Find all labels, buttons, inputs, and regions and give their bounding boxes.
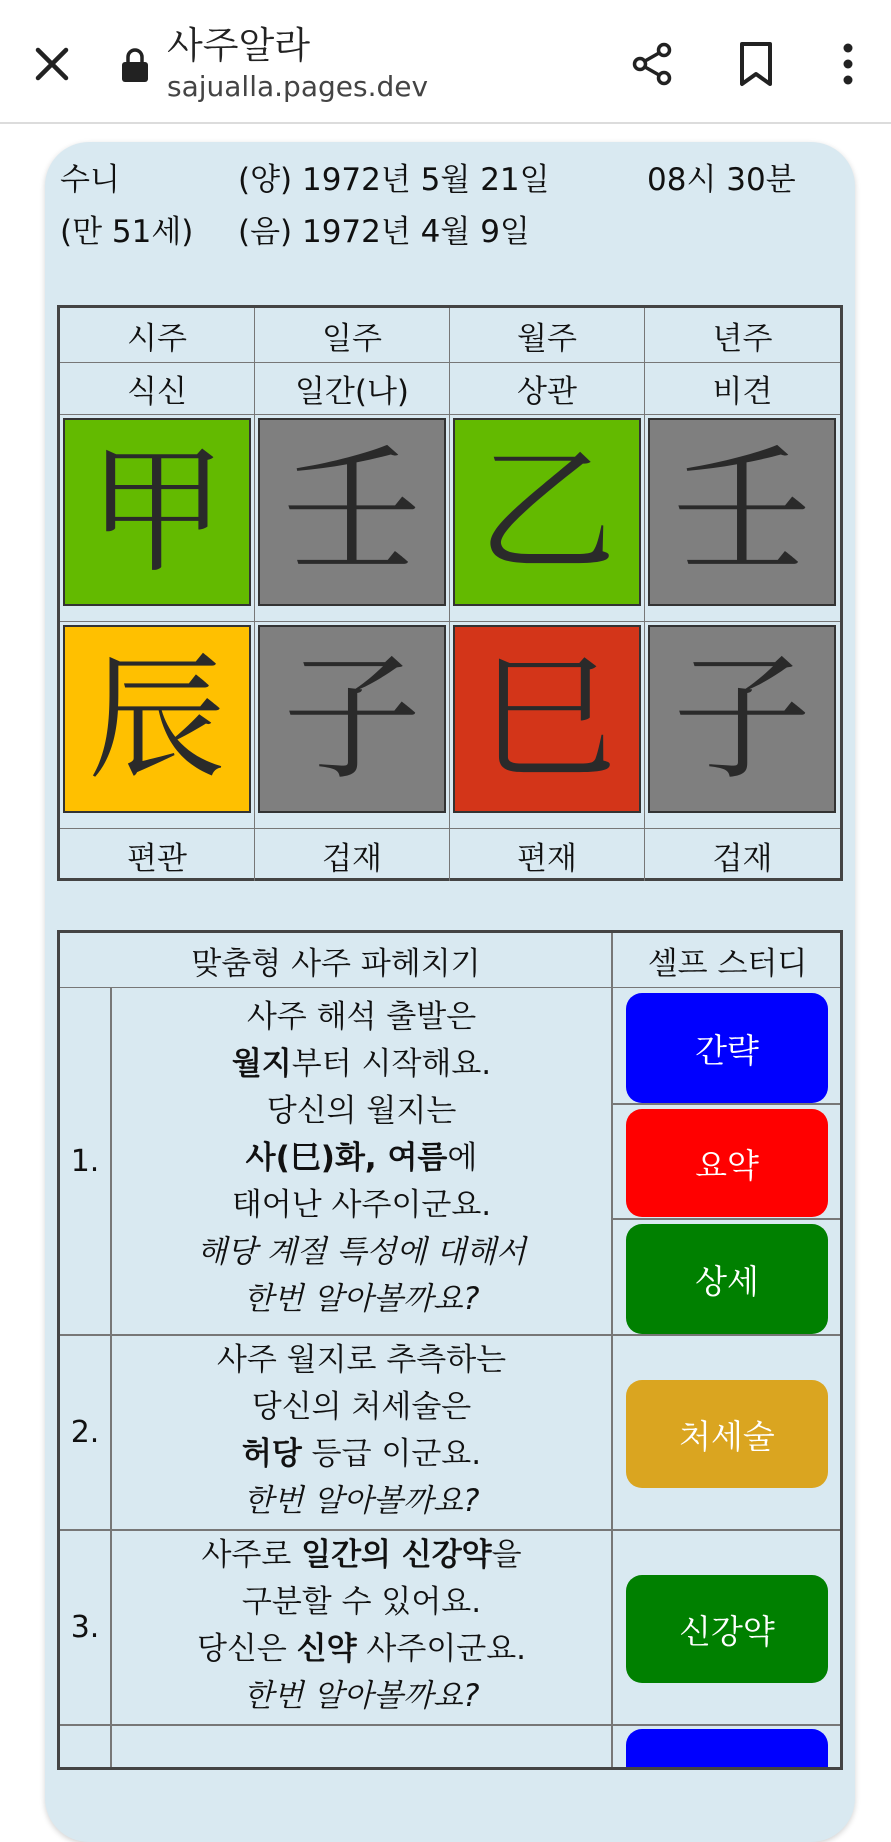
- share-icon[interactable]: [628, 40, 676, 88]
- pillar-header-day: 일주: [255, 308, 450, 363]
- earthly-branch-year: 子: [648, 625, 836, 813]
- stem-god-day: 일간(나): [255, 363, 450, 415]
- desc-emphasis: 허당: [241, 1436, 302, 1472]
- close-icon[interactable]: [28, 40, 76, 88]
- desc-line: 당신의 월지는: [266, 1093, 457, 1129]
- row-description: [112, 994, 611, 1323]
- desc-emphasis: 신약: [296, 1631, 357, 1667]
- worldly-wisdom-button[interactable]: 처세술: [626, 1380, 828, 1488]
- row-description: [112, 1532, 611, 1720]
- desc-text: 사주이군요.: [356, 1631, 527, 1667]
- desc-prompt: 한번 알아볼까요?: [243, 1281, 480, 1317]
- desc-line: [112, 1626, 611, 1673]
- branch-god-day: 겁재: [255, 829, 450, 881]
- desc-text: 당신은: [196, 1631, 297, 1667]
- stem-god-hour: 식신: [60, 363, 255, 415]
- row-description: [112, 1337, 611, 1525]
- button-divider: [612, 1218, 843, 1220]
- branch-god-hour: 편관: [60, 829, 255, 881]
- heavenly-stem-day: 壬: [258, 418, 446, 606]
- desc-emphasis: 일간의 신강약: [301, 1537, 492, 1573]
- heavenly-stem-month: 乙: [453, 418, 641, 606]
- desc-emphasis: 월지: [231, 1046, 292, 1082]
- strength-button[interactable]: 신강약: [626, 1575, 828, 1683]
- desc-line: [112, 1431, 611, 1478]
- profile-age: (만 51세): [60, 214, 194, 250]
- desc-line: [112, 1229, 611, 1276]
- row-divider: [60, 1334, 843, 1336]
- earthly-branch-month: 巳: [453, 625, 641, 813]
- self-study-table: [57, 930, 843, 1770]
- pillar-header-hour: 시주: [60, 308, 255, 363]
- stem-god-year: 비견: [645, 363, 840, 415]
- profile-name: 수니: [60, 162, 120, 198]
- desc-line: 태어난 사주이군요.: [231, 1187, 492, 1223]
- stem-god-month: 상관: [450, 363, 645, 415]
- earthly-branch-day: 子: [258, 625, 446, 813]
- desc-line: 사주 월지로 추측하는: [216, 1342, 507, 1378]
- branch-god-month: 편재: [450, 829, 645, 881]
- desc-prompt: 해당 계절 특성에 대해서: [196, 1234, 527, 1270]
- desc-line: [112, 1532, 611, 1579]
- desc-line: [112, 1135, 611, 1182]
- column-divider: [611, 933, 613, 1770]
- more-vert-icon[interactable]: [834, 40, 862, 88]
- page-url[interactable]: sajualla.pages.dev: [167, 70, 429, 103]
- desc-line: 사주 해석 출발은: [246, 999, 477, 1035]
- row-number: 1.: [70, 1143, 100, 1179]
- saju-pillars-table: [57, 305, 843, 881]
- desc-line: [112, 1041, 611, 1088]
- study-header-left: 맞춤형 사주 파헤치기: [60, 933, 612, 988]
- desc-prompt: 한번 알아볼까요?: [243, 1678, 480, 1714]
- desc-line: 구분할 수 있어요.: [241, 1584, 482, 1620]
- browser-toolbar: [0, 0, 891, 124]
- lock-icon: [120, 46, 150, 84]
- button-divider: [612, 1103, 843, 1105]
- study-header-right: 셀프 스터디: [612, 933, 843, 988]
- summary-button[interactable]: 요약: [626, 1109, 828, 1217]
- desc-text: 을: [491, 1537, 522, 1573]
- pillar-header-year: 년주: [645, 308, 840, 363]
- bookmark-icon[interactable]: [736, 40, 776, 88]
- row-divider: [60, 1529, 843, 1531]
- desc-prompt: 한번 알아볼까요?: [243, 1483, 480, 1519]
- earthly-branch-hour: 辰: [63, 625, 251, 813]
- desc-text: 에: [447, 1140, 478, 1176]
- profile-solar-date: (양) 1972년 5월 21일: [238, 162, 550, 198]
- row-number: 3.: [70, 1609, 100, 1645]
- heavenly-stem-year: 壬: [648, 418, 836, 606]
- row-divider: [60, 1724, 843, 1726]
- desc-line: [112, 1673, 611, 1720]
- desc-line: [112, 1276, 611, 1323]
- profile-birth-time: 08시 30분: [647, 162, 796, 198]
- desc-text: 등급 이군요.: [301, 1436, 482, 1472]
- next-button-partial[interactable]: [626, 1729, 828, 1770]
- detail-button[interactable]: 상세: [626, 1224, 828, 1334]
- brief-button[interactable]: 간략: [626, 993, 828, 1103]
- desc-text: 부터 시작해요.: [291, 1046, 492, 1082]
- desc-line: 당신의 처세술은: [251, 1389, 472, 1425]
- desc-line: [112, 1478, 611, 1525]
- desc-emphasis: 사(巳)화, 여름: [245, 1140, 448, 1176]
- page-title: 사주알라: [167, 24, 310, 67]
- desc-text: 사주로: [201, 1537, 302, 1573]
- heavenly-stem-hour: 甲: [63, 418, 251, 606]
- pillar-header-month: 월주: [450, 308, 645, 363]
- profile-lunar-date: (음) 1972년 4월 9일: [238, 214, 530, 250]
- row-number: 2.: [70, 1414, 100, 1450]
- branch-god-year: 겁재: [712, 840, 773, 877]
